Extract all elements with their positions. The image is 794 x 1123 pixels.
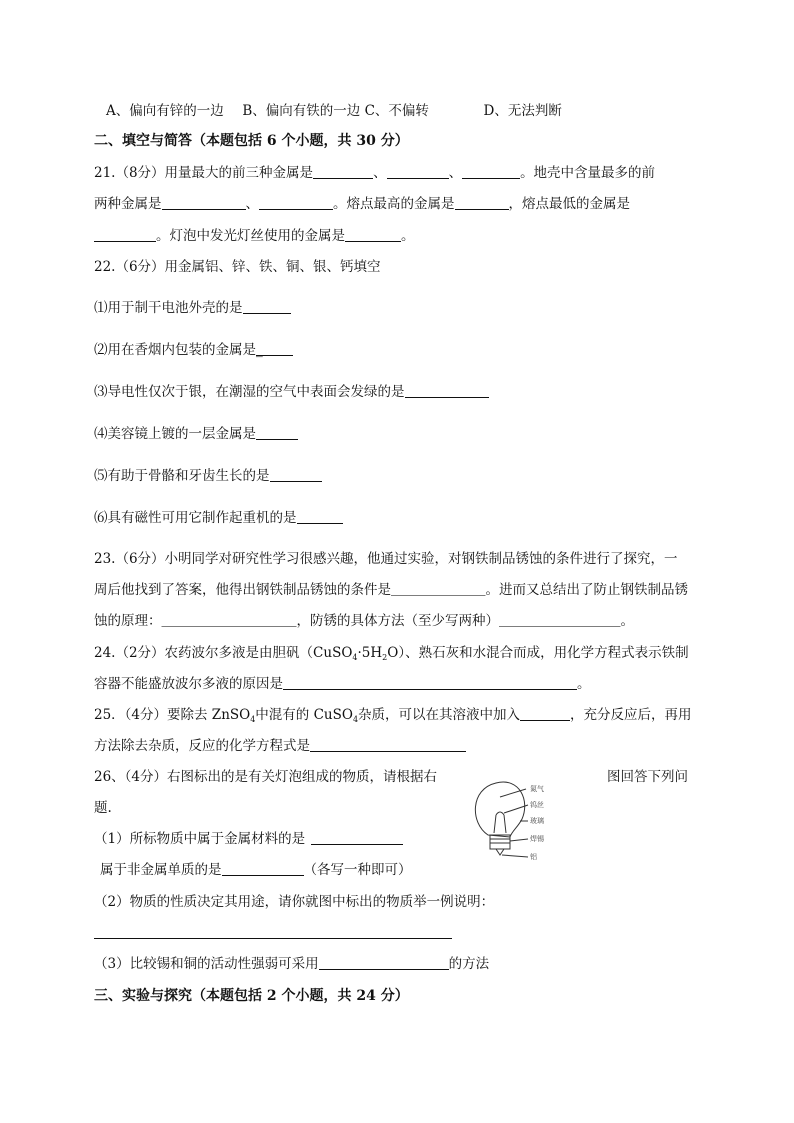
- q22-item-4: [94, 425, 298, 443]
- option-c: C、不偏转: [364, 103, 429, 119]
- q26-sub-3: [94, 955, 489, 973]
- q26-line-1: 26、（4分）右图标出的是有关灯泡组成的物质，请根据右: [94, 769, 438, 785]
- q21-line-3: [94, 227, 415, 245]
- q26-text: 属于非金属单质的是: [100, 862, 222, 878]
- q23-text: 蚀的原理：: [94, 613, 162, 629]
- q22-text: ⑴用于制干电池外壳的是: [94, 300, 243, 316]
- q21-blank-2[interactable]: [387, 164, 449, 179]
- q21-blank-3[interactable]: [462, 164, 520, 179]
- q21-blank-8[interactable]: [345, 227, 401, 242]
- option-a: A、偏向有锌的一边: [106, 103, 224, 119]
- q21-text: 。熔点最高的金属是: [333, 196, 455, 212]
- q22-item-3: [94, 383, 489, 401]
- q23-text: 周后他找到了答案，他得出钢铁制品锈蚀的条件是: [94, 582, 391, 598]
- q22-item-2: [94, 341, 293, 359]
- q23-line-2: [94, 581, 688, 599]
- q25-text: 25．（4分）要除去 ZnSO: [94, 707, 251, 723]
- q26-text: （3）比较锡和铜的活动性强弱可采用: [94, 956, 319, 972]
- q22-item-5: [94, 467, 322, 485]
- q21-blank-7[interactable]: [94, 227, 156, 242]
- q26-blank-1[interactable]: [311, 830, 403, 845]
- q25-subscript: 4: [352, 715, 359, 724]
- q25-text: 方法除去杂质，反应的化学方程式是: [94, 738, 310, 754]
- q25-line-2: [94, 737, 466, 755]
- light-bulb-figure: [468, 775, 578, 865]
- label-aluminum: 铝: [530, 853, 537, 861]
- q21-line-1: [94, 164, 655, 182]
- q23-text: 。进而又总结出了防止钢铁制品锈: [485, 582, 688, 598]
- q25-text: 中混有的 CuSO: [255, 707, 353, 723]
- q24-text: O）、熟石灰和水混合而成，用化学方程式表示铁制: [387, 645, 689, 661]
- q22-text: ⑵用在香烟内包装的金属是: [94, 342, 256, 358]
- q23-blank-3[interactable]: ＿＿＿＿＿＿＿＿＿: [499, 613, 621, 629]
- q24-blank[interactable]: [283, 675, 577, 690]
- q22-text: ⑸有助于骨骼和牙齿生长的是: [94, 468, 270, 484]
- q20-options: [106, 102, 562, 120]
- label-nitrogen: 氮气: [530, 785, 544, 793]
- q21-sep: 、: [373, 165, 387, 181]
- q21-blank-6[interactable]: [455, 195, 509, 210]
- q23-line-3: [94, 612, 634, 630]
- q22-blank-2[interactable]: [267, 341, 293, 356]
- q24-text: 容器不能盛放波尔多液的原因是: [94, 676, 283, 692]
- q26-text: （各写一种即可）: [303, 862, 412, 878]
- q25-text: 杂质，可以在其溶液中加入: [358, 707, 521, 723]
- label-solder: 焊锡: [530, 835, 544, 843]
- q22-blank-4[interactable]: [256, 425, 298, 440]
- q21-sep: 、: [448, 165, 463, 181]
- q23-text: 。: [620, 613, 634, 629]
- q23-blank-2[interactable]: ＿＿＿＿＿＿＿＿＿＿: [161, 613, 297, 629]
- q22-text: ⑷美容镜上镀的一层金属是: [94, 426, 256, 442]
- q22-item-6: [94, 509, 343, 527]
- section-2-title: 二、填空与简答（本题包括 6 个小题，共 30 分）: [94, 133, 409, 149]
- q26-blank-2[interactable]: [222, 861, 304, 876]
- bulb-glass-shape: [475, 782, 524, 837]
- q22-text: ⑹具有磁性可用它制作起重机的是: [94, 510, 297, 526]
- label-tungsten: 钨丝: [530, 801, 544, 809]
- q22-fill-2: _: [256, 342, 268, 358]
- q25-subscript: 4: [250, 715, 256, 724]
- q21-text: 21.（8分）用量最大的前三种金属是: [94, 165, 314, 181]
- q22-blank-6[interactable]: [297, 509, 343, 524]
- q26-sub-1: [94, 830, 403, 848]
- q26-answer-line[interactable]: [94, 938, 452, 939]
- q23-text: ，防锈的具体方法（至少写两种）: [296, 613, 499, 629]
- q25-blank-2[interactable]: [310, 737, 466, 752]
- q26-sub-2: （2）物质的性质决定其用途，请你就图中标出的物质举一例说明：: [94, 894, 495, 910]
- q26-text: （1）所标物质中属于金属材料的是: [94, 831, 306, 847]
- section-3-title: 三、实验与探究（本题包括 2 个小题，共 24 分）: [94, 988, 409, 1004]
- q24-text: 24.（2分）农药波尔多液是由胆矾（CuSO: [94, 645, 353, 661]
- option-b: B、偏向有铁的一边: [242, 103, 361, 119]
- q25-blank-1[interactable]: [520, 706, 570, 721]
- label-glass: 玻璃: [530, 817, 544, 825]
- q22-blank-5[interactable]: [270, 467, 322, 482]
- q21-text: 。地壳中含量最多的前: [520, 165, 656, 181]
- q21-text: ，熔点最低的金属是: [508, 196, 630, 212]
- q21-text: 。灯泡中发光灯丝使用的金属是: [156, 228, 345, 244]
- q21-line-2: [94, 195, 630, 213]
- q21-blank-1[interactable]: [313, 164, 373, 179]
- q24-text: ·5H: [357, 645, 383, 661]
- option-d: D、无法判断: [483, 103, 562, 119]
- q25-line-1: [94, 706, 692, 729]
- q26-line-1-end: 图回答下列问: [607, 769, 688, 785]
- q26-line-2: 题.: [94, 800, 112, 816]
- q26-blank-3[interactable]: [319, 955, 449, 970]
- q24-line-1: [94, 644, 689, 667]
- q21-blank-4[interactable]: [162, 195, 246, 210]
- q24-subscript: 4: [352, 653, 358, 662]
- q26-text: 的方法: [448, 956, 490, 972]
- q23-blank-1[interactable]: ＿＿＿＿＿＿＿: [391, 582, 486, 598]
- q24-text: 。: [577, 676, 591, 692]
- q22-text: ⑶导电性仅次于银，在潮湿的空气中表面会发绿的是: [94, 384, 405, 400]
- q24-subscript: 2: [382, 653, 388, 662]
- q21-text: 两种金属是: [94, 196, 162, 212]
- q25-text: ，充分反应后，再用: [570, 707, 692, 723]
- q23-line-1: 23.（6分）小明同学对研究性学习很感兴趣，他通过实验，对钢铁制品锈蚀的条件进行了探究，一: [94, 551, 678, 567]
- q21-text: 。: [401, 228, 415, 244]
- q21-blank-5[interactable]: [259, 195, 333, 210]
- q22-blank-1[interactable]: [243, 299, 291, 314]
- q24-line-2: [94, 675, 591, 693]
- q26-sub-1b: [100, 861, 412, 879]
- q22-stem: 22.（6分）用金属铝、锌、铁、铜、银、钙填空: [94, 259, 381, 275]
- q22-blank-3[interactable]: [405, 383, 489, 398]
- q22-item-1: [94, 299, 291, 317]
- q21-sep: 、: [245, 196, 259, 212]
